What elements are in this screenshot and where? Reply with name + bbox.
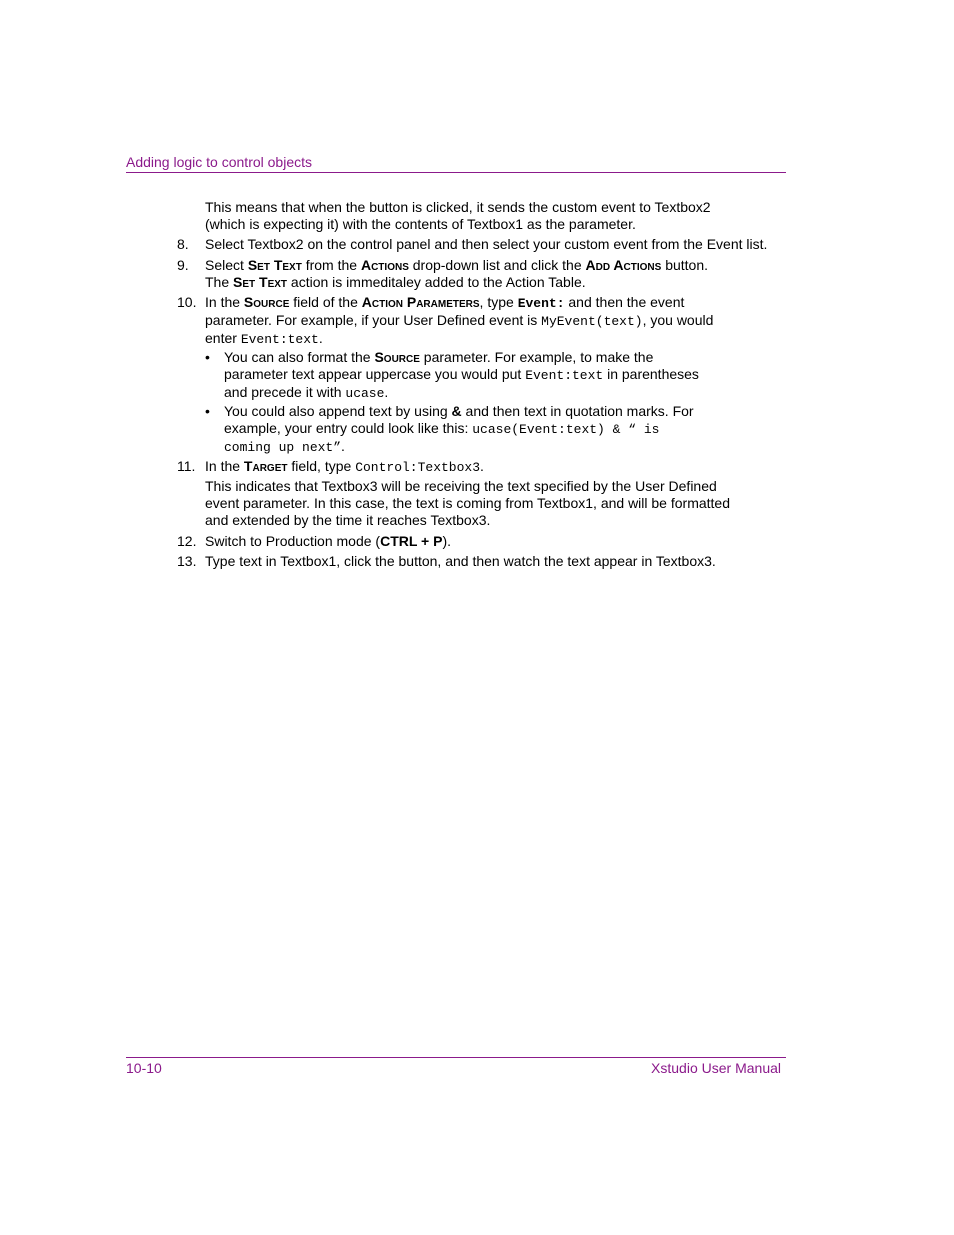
step-9-number: 9.: [177, 257, 189, 273]
step-11-number: 11.: [177, 458, 196, 474]
step-13-text: Type text in Textbox1, click the button, and then watch the text appear in Textbox3.: [205, 553, 716, 569]
step-12-number: 12.: [177, 533, 197, 549]
step-10-text: In the Source field of the Action Parameters, type Event: and then the event parameter. For example, if your User Defined event is MyEvent(text), you would enter Event:text.: [205, 294, 714, 347]
footer-rule: [126, 1057, 786, 1058]
step-12-text: Switch to Production mode (CTRL + P).: [205, 533, 452, 549]
bullet-2-text: You could also append text by using & and then text in quotation marks. For example, your entry could look like this: ucase(Event:text) & “ is coming up next”.: [224, 403, 694, 455]
step-11-explanation: This indicates that Textbox3 will be receiving the text specified by the User Defined event parameter. In this case, the text is coming from Textbox1, and will be formatted and extended by the time it reaches Textbox3.: [205, 478, 730, 528]
header-rule: [126, 172, 786, 173]
bullet-1-text: You can also format the Source parameter. For example, to make the parameter text appear uppercase you would put Event:text in parentheses and precede it with ucase.: [224, 349, 699, 401]
page-number: 10-10: [126, 1060, 162, 1076]
step-13-number: 13.: [177, 553, 197, 569]
step-11-text: In the Target field, type Control:Textbox3.: [205, 458, 484, 475]
bullet-1-mark: •: [205, 349, 210, 365]
intro-paragraph: This means that when the button is clicked, it sends the custom event to Textbox2 (which is expecting it) with the contents of Textbox1 as the parameter.: [205, 199, 711, 232]
step-9-text: Select Set Text from the Actions drop-down list and click the Add Actions button. The Set Text action is immeditaley added to the Action Table.: [205, 257, 709, 290]
manual-title: Xstudio User Manual: [651, 1060, 781, 1076]
step-8-text: Select Textbox2 on the control panel and then select your custom event from the Event list.: [205, 236, 768, 252]
step-8-number: 8.: [177, 236, 189, 252]
step-10-number: 10.: [177, 294, 197, 310]
running-header: Adding logic to control objects: [126, 154, 312, 170]
bullet-2-mark: •: [205, 403, 210, 419]
